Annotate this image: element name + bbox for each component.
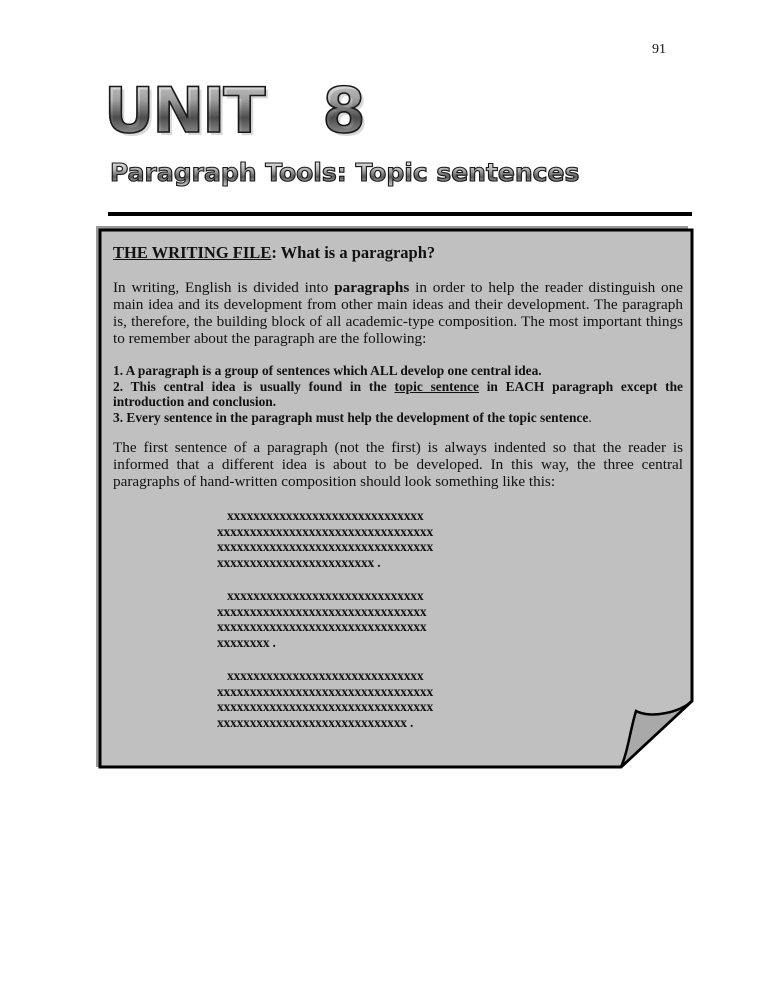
rule-1: 1. A paragraph is a group of sentences which ALL develop one central idea. — [113, 363, 542, 378]
card-content — [113, 244, 683, 730]
intro-text-end: in order to help the reader distinguish one main idea and its development from other main ideas and their development. The paragraph is, therefore, the building block of all academic-type composition. The most important things to remember about the paragraph are the following: — [113, 279, 683, 347]
rule-3-text: 3. Every sentence in the paragraph must help the development of the topic sentence — [113, 409, 589, 425]
closing-paragraph: The first sentence of a paragraph (not the first) is always indented so that the reader is informed that a different idea is about to be developed. In this way, the three central paragraphs of hand-written composition should look something like this: — [113, 439, 683, 490]
example-line: xxxxxxxxxxxxxxxxxxxxxxxxxxxxxx — [227, 588, 424, 603]
example-line: xxxxxxxxxxxxxxxxxxxxxxxxxxxxxxxxx — [217, 699, 433, 714]
example-paragraph-2 — [217, 588, 683, 650]
rule-2 — [113, 379, 683, 410]
intro-paragraph — [113, 279, 683, 347]
rule-2-underlined: topic sentence — [394, 378, 479, 394]
writing-file-card — [96, 226, 696, 771]
example-line: xxxxxxxxxxxxxxxxxxxxxxxxxxxxx . — [217, 714, 414, 730]
example-line: xxxxxxxxxxxxxxxxxxxxxxxxxxxxxxxxx — [217, 683, 433, 699]
example-line: xxxxxxxxxxxxxxxxxxxxxxxxxxxxxx — [227, 668, 424, 683]
example-line: xxxxxxxx . — [217, 634, 276, 650]
example-line: xxxxxxxxxxxxxxxxxxxxxxxxxxxxxxxx — [217, 619, 427, 634]
page-number: 91 — [652, 42, 666, 57]
example-line: xxxxxxxxxxxxxxxxxxxxxxxxxxxxxx — [227, 508, 424, 523]
card-heading — [113, 244, 683, 261]
heading-rest: : What is a paragraph? — [271, 243, 436, 262]
paragraph-rules — [113, 363, 683, 425]
example-paragraph-3 — [217, 668, 683, 730]
horizontal-rule — [108, 212, 692, 216]
rule-2-end: in EACH paragraph except the introduction and conclusion. — [113, 378, 683, 409]
intro-text-start: In writing, English is divided into — [113, 279, 335, 296]
heading-underlined: THE WRITING FILE — [113, 243, 272, 262]
unit-title: UNIT 8 — [104, 74, 364, 147]
example-line: xxxxxxxxxxxxxxxxxxxxxxxxxxxxxxxx — [217, 603, 427, 619]
rule-3-period: . — [588, 409, 592, 425]
intro-bold-term: paragraphs — [334, 279, 410, 296]
rule-2-start: 2. This central idea is usually found in the — [113, 378, 395, 394]
rule-3 — [113, 410, 683, 426]
example-paragraph-1 — [217, 508, 683, 570]
example-line: xxxxxxxxxxxxxxxxxxxxxxxx . — [217, 554, 381, 570]
example-line: xxxxxxxxxxxxxxxxxxxxxxxxxxxxxxxxx — [217, 539, 433, 554]
unit-subtitle: Paragraph Tools: Topic sentences — [110, 158, 580, 187]
example-line: xxxxxxxxxxxxxxxxxxxxxxxxxxxxxxxxx — [217, 523, 433, 539]
